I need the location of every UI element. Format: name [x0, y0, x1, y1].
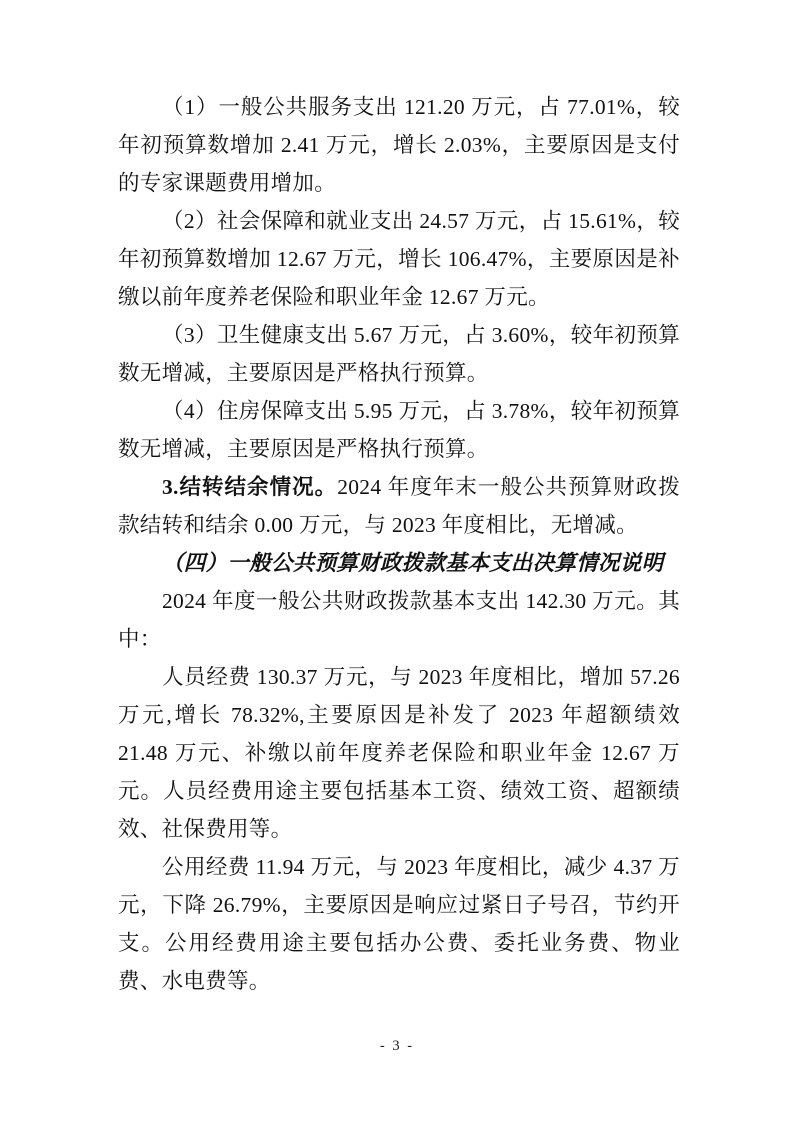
document-body [118, 88, 680, 1000]
carryover-heading-lead: 3.结转结余情况。 [162, 475, 338, 499]
paragraph-health: （3）卫生健康支出 5.67 万元，占 3.60%，较年初预算数无增减，主要原因是严格执行预算。 [118, 323, 680, 385]
paragraph-social-security-employment: （2）社会保障和就业支出 24.57 万元，占 15.61%，较年初预算数增加 12.67 万元，增长 106.47%，主要原因是补缴以前年度养老保险和职业年金 12.67 万元。 [118, 209, 680, 309]
paragraph-personnel-funds: 人员经费 130.37 万元，与 2023 年度相比，增加 57.26 万元,增长 78.32%,主要原因是补发了 2023 年超额绩效 21.48 万元、补缴以前年度养老保险和职业年金 12.67 万元。人员经费用途主要包括基本工资、绩效工资、超额绩效、社保费用等。 [118, 665, 680, 841]
paragraph-basic-expenditure-total: 2024 年度一般公共财政拨款基本支出 142.30 万元。其中： [118, 589, 680, 651]
carryover-body-text: 2024 年度年末一般公共预算财政拨款结转和结余 0.00 万元，与 2023 年度相比，无增减。 [118, 475, 681, 537]
section-4-heading: （四）一般公共预算财政拨款基本支出决算情况说明 [162, 551, 664, 575]
paragraph-housing-security: （4）住房保障支出 5.95 万元，占 3.78%，较年初预算数无增减，主要原因是严格执行预算。 [118, 399, 680, 461]
paragraph-public-funds: 公用经费 11.94 万元，与 2023 年度相比，减少 4.37 万元，下降 26.79%，主要原因是响应过紧日子号召，节约开支。公用经费用途主要包括办公费、委托业务费、物业费、水电费等。 [118, 855, 680, 993]
paragraph-carryover-balance [118, 468, 680, 544]
paragraph-general-public-services: （1）一般公共服务支出 121.20 万元，占 77.01%，较年初预算数增加 2.41 万元，增长 2.03%，主要原因是支付的专家课题费用增加。 [118, 95, 680, 195]
page-number: - 3 - [379, 1038, 415, 1054]
